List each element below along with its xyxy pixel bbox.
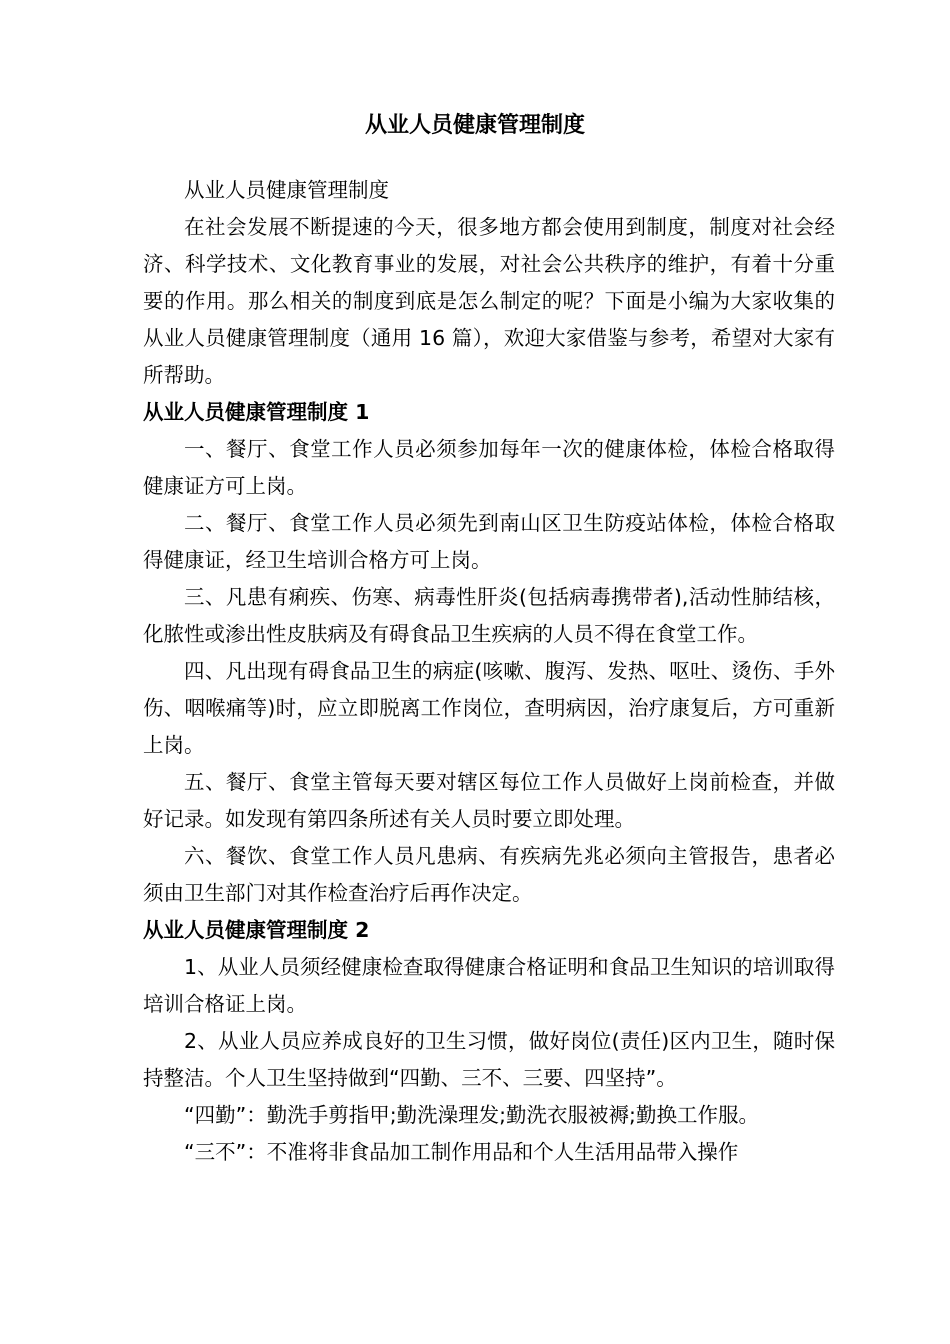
section-paragraph: 三、凡患有痢疾、伤寒、病毒性肝炎(包括病毒携带者),活动性肺结核，化脓性或渗出性皮肤病及有碍食品卫生疾病的人员不得在食堂工作。: [143, 585, 835, 646]
section-paragraph: 1、从业人员须经健康检查取得健康合格证明和食品卫生知识的培训取得培训合格证上岗。: [143, 955, 835, 1016]
section-paragraph: “四勤”：勤洗手剪指甲;勤洗澡理发;勤洗衣服被褥;勤换工作服。: [184, 1103, 759, 1127]
section-paragraph: 五、餐厅、食堂主管每天要对辖区每位工作人员做好上岗前检查，并做好记录。如发现有第四条所述有关人员时要立即处理。: [143, 770, 835, 831]
page-title: 从业人员健康管理制度: [364, 113, 585, 138]
section-paragraph: 二、餐厅、食堂工作人员必须先到南山区卫生防疫站体检，体检合格取得健康证，经卫生培训合格方可上岗。: [143, 511, 835, 572]
section-paragraph: 2、从业人员应养成良好的卫生习惯，做好岗位(责任)区内卫生，随时保持整洁。个人卫生坚持做到“四勤、三不、三要、四坚持”。: [143, 1029, 835, 1090]
document-body: [143, 172, 835, 1171]
document-subtitle: 从业人员健康管理制度: [184, 178, 389, 202]
intro-paragraph: 在社会发展不断提速的今天，很多地方都会使用到制度，制度对社会经济、科学技术、文化教育事业的发展，对社会公共秩序的维护，有着十分重要的作用。那么相关的制度到底是怎么制定的呢？下面是小编为大家收集的从业人员健康管理制度（通用 16 篇），欢迎大家借鉴与参考，希望对大家有所帮助。: [143, 215, 835, 387]
section-paragraph: 六、餐饮、食堂工作人员凡患病、有疾病先兆必须向主管报告，患者必须由卫生部门对其作检查治疗后再作决定。: [143, 844, 835, 905]
section-paragraph: 四、凡出现有碍食品卫生的病症(咳嗽、腹泻、发热、呕吐、烫伤、手外伤、咽喉痛等)时，应立即脱离工作岗位，查明病因，治疗康复后，方可重新上岗。: [143, 659, 835, 757]
section-heading: 从业人员健康管理制度 1: [143, 400, 370, 424]
section-paragraph: 一、餐厅、食堂工作人员必须参加每年一次的健康体检，体检合格取得健康证方可上岗。: [143, 437, 835, 498]
section-heading: 从业人员健康管理制度 2: [143, 918, 370, 942]
section-paragraph: “三不”：不准将非食品加工制作用品和个人生活用品带入操作: [184, 1140, 739, 1164]
